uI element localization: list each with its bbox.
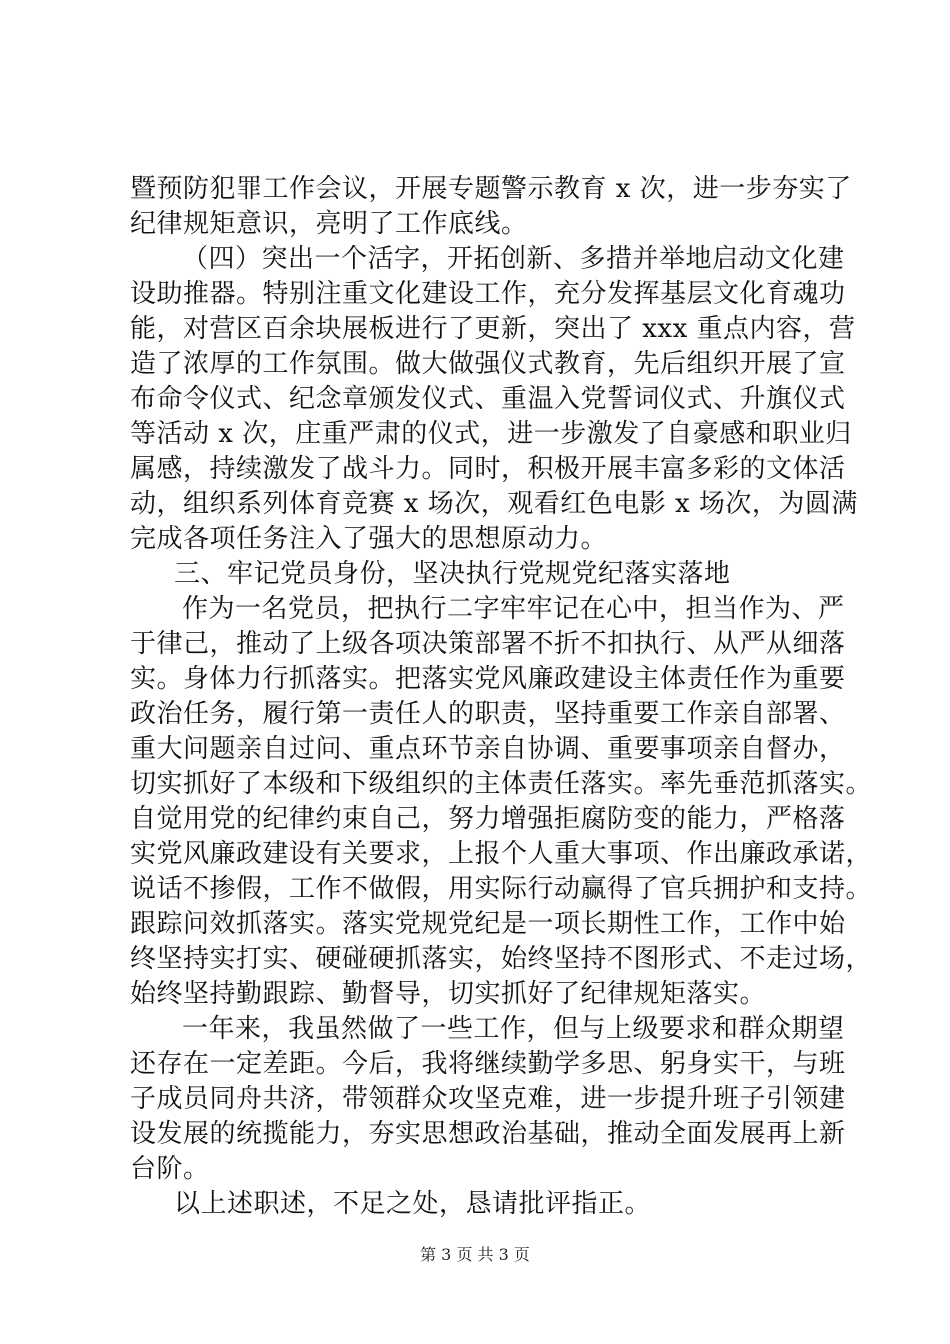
text-line: 说话不掺假，工作不做假，用实际行动赢得了官兵拥护和支持。 bbox=[130, 874, 873, 904]
text-line: 跟踪问效抓落实。落实党规党纪是一项长期性工作，工作中始 bbox=[130, 909, 846, 939]
text-line: 终坚持实打实、硬碰硬抓落实，始终坚持不图形式、不走过场， bbox=[130, 944, 873, 974]
section-heading: （四）突出一个活字，开拓创新、多措并举地启动文化建 bbox=[182, 244, 845, 274]
text-line: 政治任务，履行第一责任人的职责，坚持重要工作亲自部署、 bbox=[130, 699, 846, 729]
text-line: 属感，持续激发了战斗力。同时，积极开展丰富多彩的文体活 bbox=[130, 454, 846, 484]
text-line: 设发展的统揽能力，夯实思想政治基础，推动全面发展再上新 bbox=[130, 1119, 846, 1149]
text-line: 暨预防犯罪工作会议，开展专题警示教育 x 次，进一步夯实了 bbox=[130, 174, 852, 204]
text-line: 切实抓好了本级和下级组织的主体责任落实。率先垂范抓落实。 bbox=[130, 769, 873, 799]
text-line: 布命令仪式、纪念章颁发仪式、重温入党誓词仪式、升旗仪式 bbox=[130, 384, 846, 414]
text-line: 始终坚持勤跟踪、勤督导，切实抓好了纪律规矩落实。 bbox=[130, 979, 767, 1009]
text-line: 实。身体力行抓落实。把落实党风廉政建设主体责任作为重要 bbox=[130, 664, 846, 694]
text-line: 还存在一定差距。今后，我将继续勤学多思、躬身实干，与班 bbox=[130, 1049, 846, 1079]
text-line: 等活动 x 次，庄重严肃的仪式，进一步激发了自豪感和职业归 bbox=[130, 419, 852, 449]
text-line: 纪律规矩意识，亮明了工作底线。 bbox=[130, 209, 528, 239]
closing-line: 以上述职述，不足之处，恳请批评指正。 bbox=[174, 1189, 652, 1219]
text-line: 动，组织系列体育竞赛 x 场次，观看红色电影 x 场次，为圆满 bbox=[130, 489, 858, 519]
text-line: 重大问题亲自过问、重点环节亲自协调、重要事项亲自督办， bbox=[130, 734, 846, 764]
text-line: 台阶。 bbox=[130, 1154, 210, 1184]
text-line: 设助推器。特别注重文化建设工作，充分发挥基层文化育魂功 bbox=[130, 279, 846, 309]
text-line: 自觉用党的纪律约束自己，努力增强拒腐防变的能力，严格落 bbox=[130, 804, 846, 834]
text-line: 于律己，推动了上级各项决策部署不折不扣执行、从严从细落 bbox=[130, 629, 846, 659]
page-number: 第 3 页 共 3 页 bbox=[420, 1245, 530, 1264]
text-line: 实党风廉政建设有关要求，上报个人重大事项、作出廉政承诺， bbox=[130, 839, 873, 869]
text-line: 一年来，我虽然做了一些工作，但与上级要求和群众期望 bbox=[182, 1014, 845, 1044]
text-line: 造了浓厚的工作氛围。做大做强仪式教育，先后组织开展了宣 bbox=[130, 349, 846, 379]
text-line: 作为一名党员，把执行二字牢牢记在心中，担当作为、严 bbox=[182, 594, 845, 624]
text-line: 完成各项任务注入了强大的思想原动力。 bbox=[130, 524, 608, 554]
section-heading: 三、牢记党员身份，坚决执行党规党纪落实落地 bbox=[174, 559, 731, 589]
document-body bbox=[130, 172, 873, 1222]
text-line: 子成员同舟共济，带领群众攻坚克难，进一步提升班子引领建 bbox=[130, 1084, 846, 1114]
text-line: 能，对营区百余块展板进行了更新，突出了 xxx 重点内容，营 bbox=[130, 314, 856, 344]
